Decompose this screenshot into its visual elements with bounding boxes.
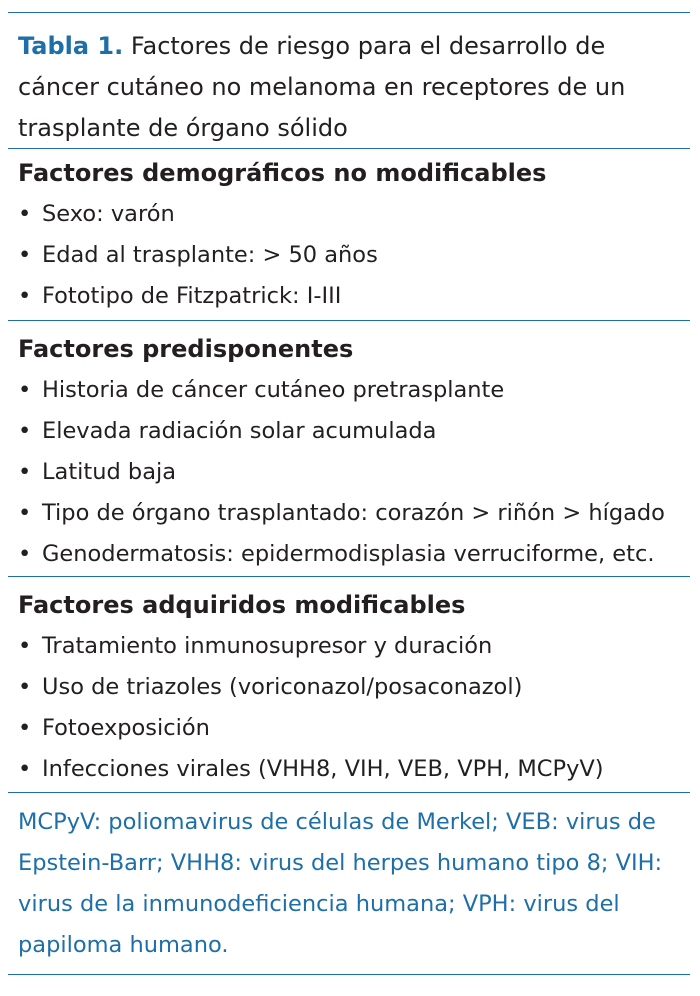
list-item-text: Uso de triazoles (voriconazol/posaconazol): [42, 674, 523, 700]
table-title: Factores de riesgo para el desarrollo de cáncer cutáneo no melanoma en receptores de un trasplante de órgano sólido: [18, 32, 626, 142]
section-list: [18, 626, 688, 790]
top-rule: [8, 12, 690, 13]
section-heading: Factores adquiridos modificables: [18, 591, 466, 619]
section-acquired: [18, 584, 688, 790]
list-item-text: Fototipo de Fitzpatrick: I-III: [42, 283, 342, 309]
list-item-text: Tipo de órgano trasplantado: corazón > riñón > hígado: [42, 500, 665, 526]
table-label: Tabla 1.: [18, 32, 124, 60]
bullet-icon: •: [18, 756, 32, 782]
list-item: [18, 235, 688, 276]
bullet-icon: •: [18, 459, 32, 485]
list-item-text: Historia de cáncer cutáneo pretrasplante: [42, 377, 505, 403]
bullet-icon: •: [18, 500, 32, 526]
section-heading: Factores predisponentes: [18, 335, 354, 363]
bullet-icon: •: [18, 674, 32, 700]
list-item-text: Genodermatosis: epidermodisplasia verruciforme, etc.: [42, 541, 655, 567]
bullet-icon: •: [18, 633, 32, 659]
section-predisposing: [18, 328, 688, 575]
list-item: [18, 194, 688, 235]
section-heading: Factores demográficos no modificables: [18, 159, 547, 187]
list-item-text: Sexo: varón: [42, 201, 175, 227]
list-item: [18, 493, 688, 534]
bullet-icon: •: [18, 201, 32, 227]
table-caption: [18, 26, 678, 149]
list-item: [18, 749, 688, 790]
bullet-icon: •: [18, 242, 32, 268]
list-item-text: Latitud baja: [42, 459, 177, 485]
section-rule: [8, 320, 690, 321]
list-item: [18, 534, 688, 575]
section-demographic: [18, 152, 688, 317]
list-item-text: Edad al trasplante: > 50 años: [42, 242, 378, 268]
bullet-icon: •: [18, 715, 32, 741]
caption-rule: [8, 148, 690, 149]
table-footnote: [18, 802, 684, 966]
bullet-icon: •: [18, 283, 32, 309]
list-item: [18, 667, 688, 708]
list-item-text: Infecciones virales (VHH8, VIH, VEB, VPH, MCPyV): [42, 756, 604, 782]
list-item: [18, 626, 688, 667]
section-list: [18, 370, 688, 575]
bullet-icon: •: [18, 541, 32, 567]
footnote-text: MCPyV: poliomavirus de células de Merkel; VEB: virus de Epstein-Barr; VHH8: virus del herpes humano tipo 8; VIH: virus de la inmunodeficiencia humana; VPH: virus del papiloma humano.: [18, 809, 663, 958]
list-item-text: Fotoexposición: [42, 715, 210, 741]
footnote-rule: [8, 792, 690, 793]
list-item-text: Elevada radiación solar acumulada: [42, 418, 437, 444]
bullet-icon: •: [18, 377, 32, 403]
bottom-rule: [8, 974, 690, 975]
list-item: [18, 708, 688, 749]
list-item-text: Tratamiento inmunosupresor y duración: [42, 633, 493, 659]
list-item: [18, 276, 688, 317]
bullet-icon: •: [18, 418, 32, 444]
list-item: [18, 370, 688, 411]
section-rule: [8, 576, 690, 577]
section-list: [18, 194, 688, 317]
list-item: [18, 411, 688, 452]
list-item: [18, 452, 688, 493]
